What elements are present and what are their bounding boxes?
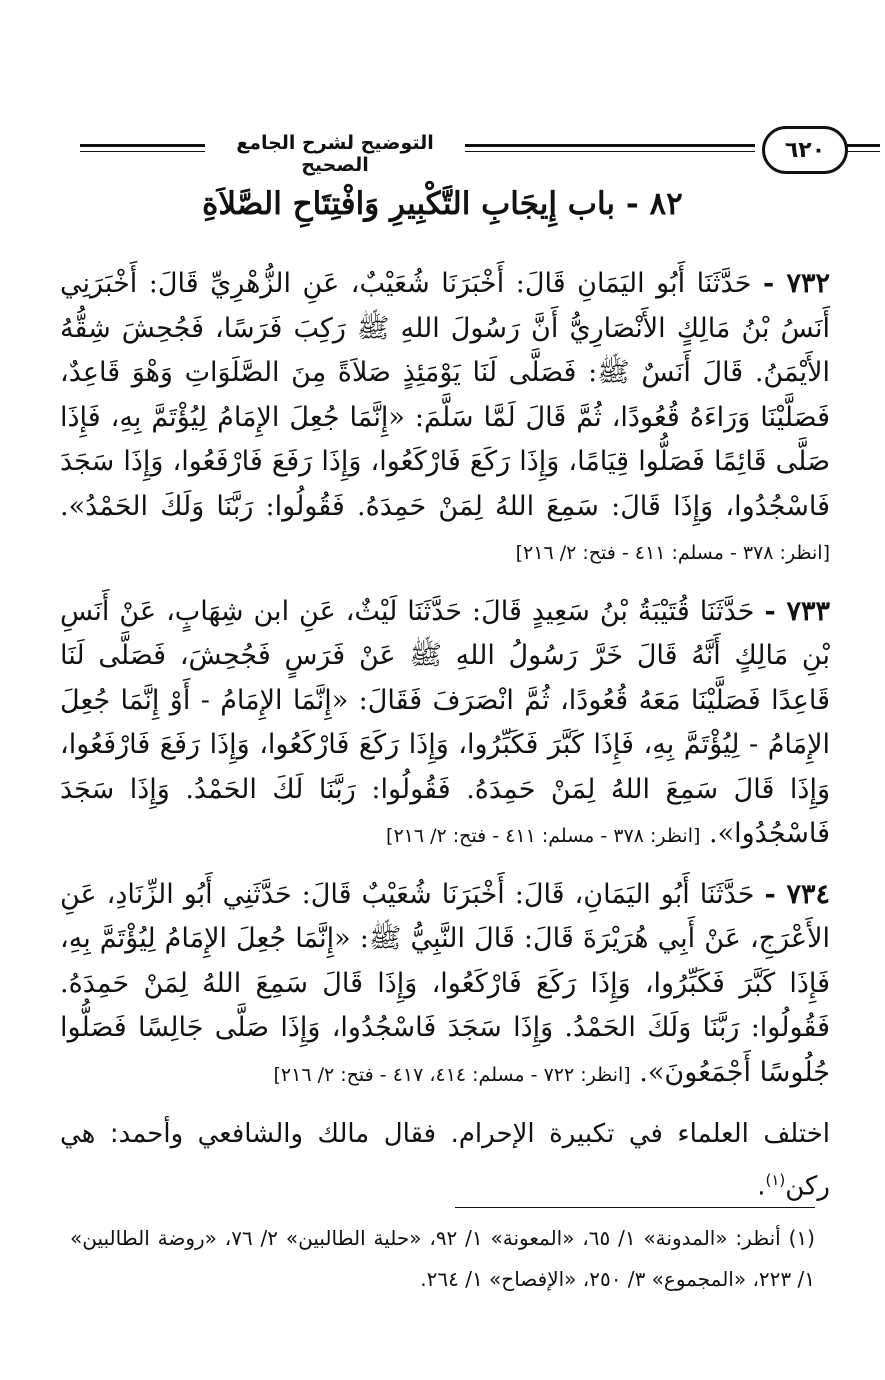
hadith-733 <box>60 590 830 859</box>
hadith-732 <box>60 262 830 576</box>
footnote-number: (١) <box>788 1226 815 1250</box>
hadith-reference: [انظر: ٣٧٨ - مسلم: ٤١١ - فتح: ٢/ ٢١٦] <box>515 542 830 564</box>
footnote-text: أنظر: «المدونة» ١/ ٦٥، «المعونة» ١/ ٩٢، «حلية الطالبين» ٢/ ٧٦، «روضة الطالبين» ١/ ٢٢٣، «المجموع» ٣/ ٢٥٠، «الإفصاح» ١/ ٢٦٤. <box>70 1226 815 1291</box>
header-rule <box>846 144 880 152</box>
page-number-badge: ٦٢٠ <box>762 126 848 174</box>
hadith-text: حَدَّثَنَا قُتَيْبَةُ بْنُ سَعِيدٍ قَالَ: حَدَّثَنَا لَيْثٌ، عَنِ ابن شِهَابٍ، عَنْ أَنَسِ بْنِ مَالِكٍ أَنَّهُ قَالَ خَرَّ رَسُولُ اللهِ ﷺ عَنْ فَرَسٍ فَجُحِشَ، فَصَلَّى لَنَا قَاعِدًا فَصَلَّيْنَا مَعَهُ قُعُودًا، ثُمَّ انْصَرَفَ فَقَالَ: «إِنَّمَا الإِمَامُ - أَوْ إِنَّمَا جُعِلَ الإِمَامُ - لِيُؤْتَمَّ بِهِ، فَإِذَا كَبَّرَ فَكَبِّرُوا، وَإِذَا رَكَعَ فَارْكَعُوا، وَإِذَا رَفَعَ فَارْفَعُوا، وَإِذَا قَالَ سَمِعَ اللهُ لِمَنْ حَمِدَهُ. فَقُولُوا: رَبَّنَا لَكَ الحَمْدُ. وَإِذَا سَجَدَ فَاسْجُدُوا». <box>60 595 830 849</box>
commentary-paragraph <box>60 1111 830 1210</box>
hadith-number: ٧٣٣ - <box>764 595 830 627</box>
chapter-title: ٨٢ - باب إِيجَابِ التَّكْبِيرِ وَافْتِتَاحِ الصَّلاَةِ <box>202 186 683 222</box>
hadith-text: حَدَّثَنَا أَبُو اليَمَانِ، قَالَ: أَخْبَرَنَا شُعَيْبٌ قَالَ: حَدَّثَنِي أَبُو الزِّنَادِ، عَنِ الأَعْرَجِ، عَنْ أَبِي هُرَيْرَةَ قَالَ: قَالَ النَّبِيُّ ﷺ: «إِنَّمَا جُعِلَ الإِمَامُ لِيُؤْتَمَّ بِهِ، فَإِذَا كَبَّرَ فَكَبِّرُوا، وَإِذَا رَكَعَ فَارْكَعُوا، وَإِذَا قَالَ سَمِعَ اللهُ لِمَنْ حَمِدَهُ. فَقُولُوا: رَبَّنَا وَلَكَ الحَمْدُ. وَإِذَا سَجَدَ فَاسْجُدُوا، وَإِذَا صَلَّى جَالِسًا فَصَلُّوا جُلُوسًا أَجْمَعُونَ». <box>60 878 830 1088</box>
hadith-text: حَدَّثَنَا أَبُو اليَمَانِ قَالَ: أَخْبَرَنَا شُعَيْبٌ، عَنِ الزُّهْرِيِّ قَالَ: أَخْبَرَنِي أَنَسُ بْنُ مَالِكٍ الأَنْصَارِيُّ أَنَّ رَسُولَ اللهِ ﷺ رَكِبَ فَرَسًا، فَجُحِشَ شِقُّهُ الأَيْمَنُ. قَالَ أَنَسٌ ﷺ: فَصَلَّى لَنَا يَوْمَئِذٍ صَلاَةً مِنَ الصَّلَوَاتِ وَهْوَ قَاعِدٌ، فَصَلَّيْنَا وَرَاءَهُ قُعُودًا، ثُمَّ قَالَ لَمَّا سَلَّمَ: «إِنَّمَا جُعِلَ الإِمَامُ لِيُؤْتَمَّ بِهِ، فَإِذَا صَلَّى قَائِمًا فَصَلُّوا قِيَامًا، وَإِذَا رَكَعَ فَارْكَعُوا، وَإِذَا رَفَعَ فَارْفَعُوا، وَإِذَا سَجَدَ فَاسْجُدُوا، وَإِذَا قَالَ: سَمِعَ اللهُ لِمَنْ حَمِدَهُ. فَقُولُوا: رَبَّنَا وَلَكَ الحَمْدُ». <box>60 268 830 522</box>
hadith-number: ٧٣٤ - <box>764 878 830 910</box>
hadith-number: ٧٣٢ - <box>762 268 830 299</box>
header-rule <box>80 144 205 152</box>
header-rule <box>465 144 755 152</box>
hadith-reference: [انظر: ٣٧٨ - مسلم: ٤١١ - فتح: ٢/ ٢١٦] <box>386 825 701 847</box>
hadith-reference: [انظر: ٧٢٢ - مسلم: ٤١٤، ٤١٧ - فتح: ٢/ ٢١٦] <box>273 1063 631 1086</box>
commentary-text: اختلف العلماء في تكبيرة الإحرام. فقال مالك والشافعي وأحمد: هي ركن <box>60 1119 830 1202</box>
footnote-separator <box>455 1207 815 1208</box>
page-header <box>70 122 826 178</box>
commentary-end: . <box>757 1171 766 1202</box>
main-text <box>60 262 830 1236</box>
running-title: التوضيح لشرح الجامع الصحيح <box>236 132 434 176</box>
footnote-marker[interactable]: (١) <box>765 1171 786 1189</box>
footnote-1 <box>70 1218 815 1300</box>
hadith-734 <box>60 873 830 1098</box>
